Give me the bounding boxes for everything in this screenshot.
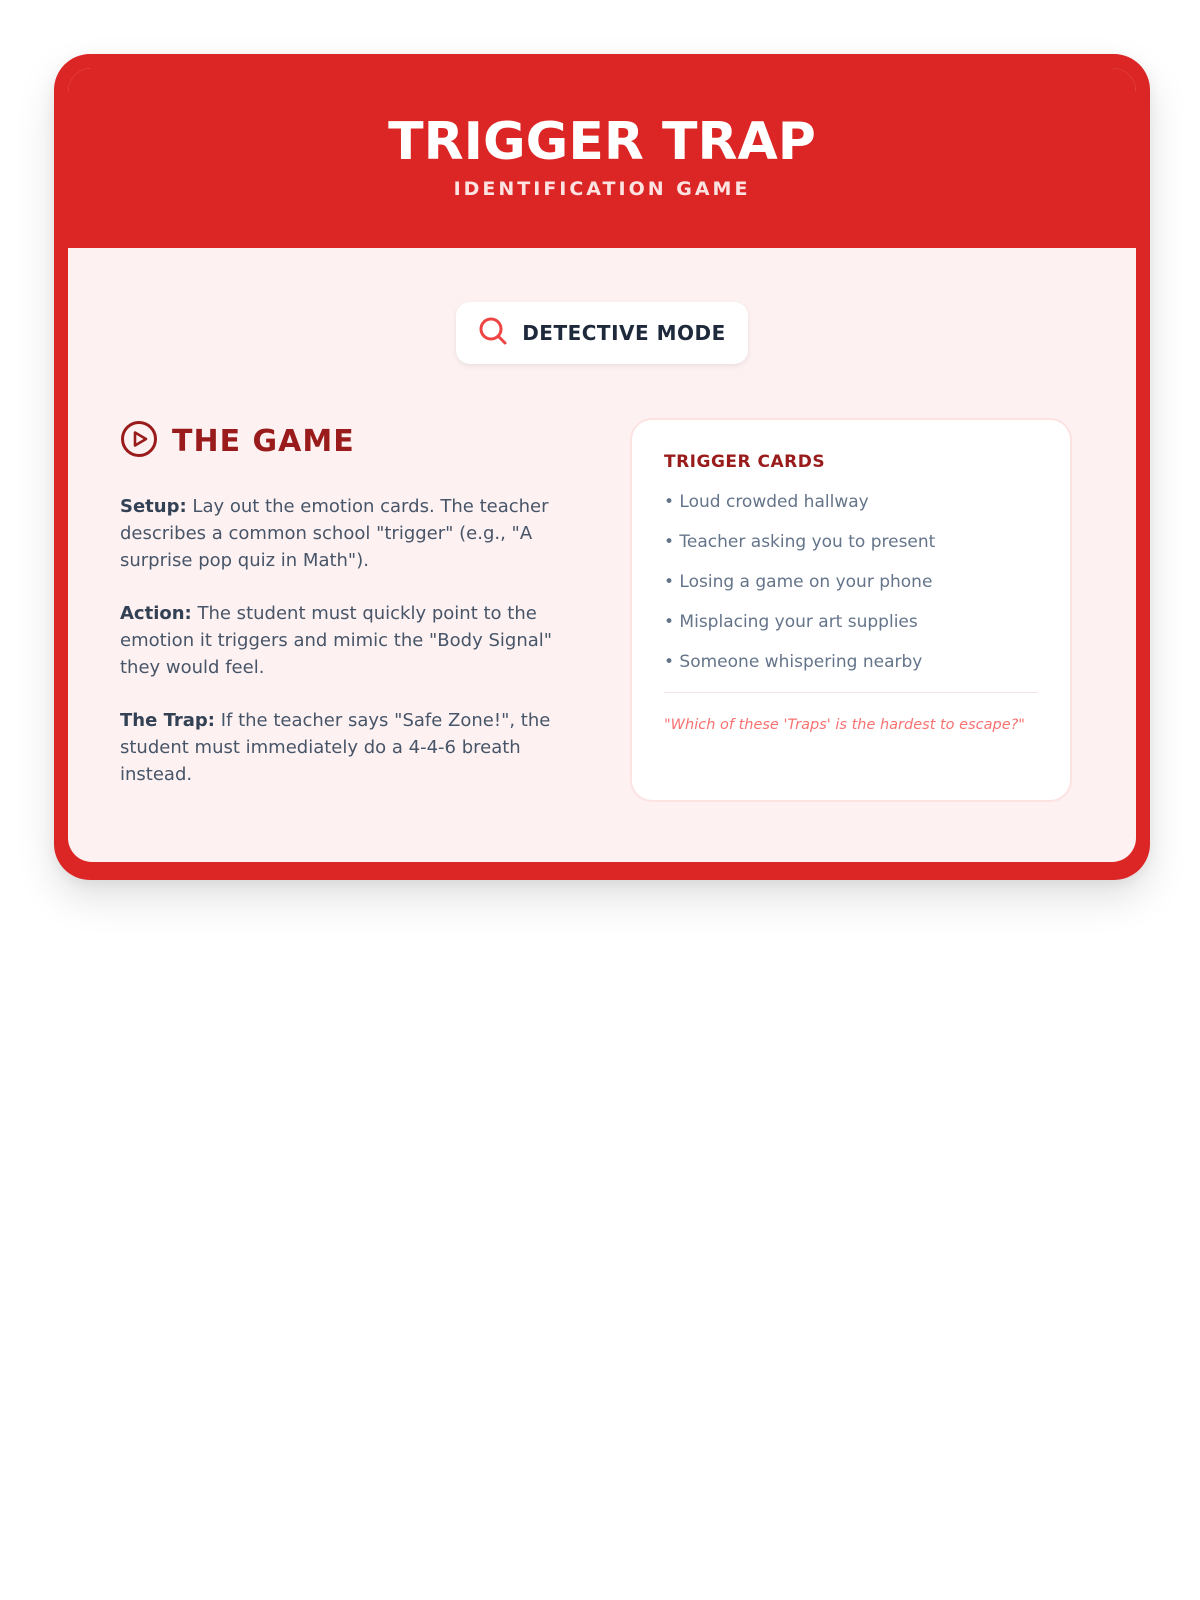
rule-action — [120, 600, 570, 681]
page-title: TRIGGER TRAP — [388, 112, 816, 172]
game-card-body — [68, 68, 1136, 862]
game-section-title: THE GAME — [172, 424, 355, 459]
game-section-header — [120, 420, 570, 463]
list-item: • Misplacing your art supplies — [664, 612, 918, 632]
list-item: • Teacher asking you to present — [664, 532, 936, 552]
reflection-question: "Which of these 'Traps' is the hardest to escape?" — [664, 717, 1025, 733]
list-item: • Losing a game on your phone — [664, 572, 933, 592]
list-item: • Someone whispering nearby — [664, 652, 923, 672]
list-item: • Loud crowded hallway — [664, 492, 869, 512]
detective-mode-badge — [456, 302, 748, 364]
rule-action-label: Action: — [120, 603, 192, 624]
card-header — [68, 68, 1136, 248]
rule-setup-label: Setup: — [120, 496, 187, 517]
trigger-cards-title: TRIGGER CARDS — [664, 452, 826, 472]
rule-trap-text: If the teacher says "Safe Zone!", the student must immediately do a 4-4-6 breath instead. — [120, 710, 551, 785]
game-card — [54, 54, 1150, 880]
detective-mode-label: DETECTIVE MODE — [522, 321, 726, 345]
rule-trap — [120, 707, 570, 788]
trigger-cards-panel — [630, 418, 1072, 802]
rule-setup — [120, 493, 570, 574]
trigger-cards-list — [664, 492, 1038, 672]
play-circle-icon — [120, 420, 158, 463]
game-rules-section — [120, 420, 570, 814]
rule-action-text: The student must quickly point to the emotion it triggers and mimic the "Body Signal" they would feel. — [120, 603, 553, 678]
page-subtitle: IDENTIFICATION GAME — [453, 178, 751, 200]
divider — [664, 692, 1038, 693]
search-icon — [478, 316, 508, 351]
rule-trap-label: The Trap: — [120, 710, 215, 731]
rule-setup-text: Lay out the emotion cards. The teacher describes a common school "trigger" (e.g., "A surprise pop quiz in Math"). — [120, 496, 549, 571]
